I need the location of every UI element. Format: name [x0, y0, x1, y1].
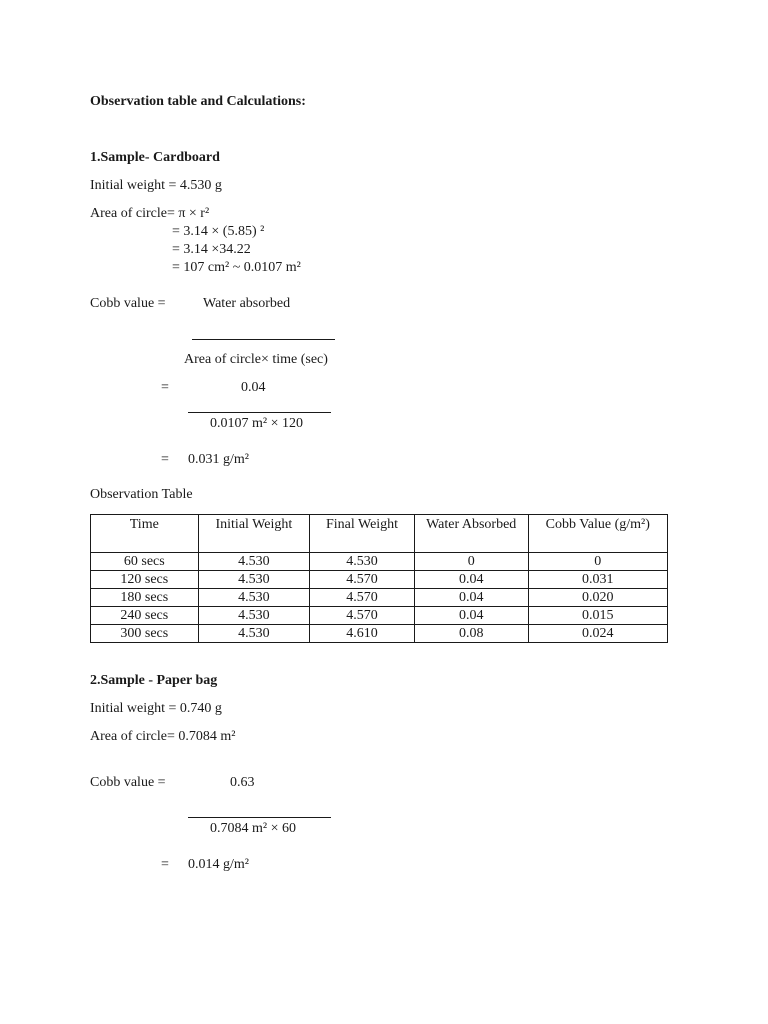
- table-row: [91, 625, 668, 643]
- table-row: [91, 553, 668, 571]
- fraction-line: [192, 339, 335, 340]
- table-cell: 60 secs: [91, 553, 199, 571]
- sample1-area-label: Area of circle= π × r²: [90, 206, 210, 221]
- column-header: Final Weight: [310, 515, 415, 553]
- table-cell: 0: [414, 553, 528, 571]
- table-cell: 4.530: [198, 625, 310, 643]
- table-cell: 4.530: [198, 589, 310, 607]
- table-cell: 240 secs: [91, 607, 199, 625]
- table-row: [91, 607, 668, 625]
- table-cell: 4.530: [198, 571, 310, 589]
- table-caption: Observation Table: [90, 487, 193, 502]
- table-header-row: [91, 515, 668, 553]
- table-cell: 0.024: [528, 625, 667, 643]
- fraction-line: [188, 412, 331, 413]
- column-header: Cobb Value (g/m²): [528, 515, 667, 553]
- sample2-result: 0.014 g/m²: [188, 857, 249, 872]
- sample1-cobb-denominator: Area of circle× time (sec): [184, 352, 328, 367]
- sample1-calc-numerator: 0.04: [241, 380, 266, 395]
- table-row: [91, 589, 668, 607]
- table-cell: 0.031: [528, 571, 667, 589]
- table-cell: 0.04: [414, 607, 528, 625]
- sample2-cobb-label: Cobb value =: [90, 775, 166, 790]
- column-header: Time: [91, 515, 199, 553]
- column-header: Initial Weight: [198, 515, 310, 553]
- sample2-initial-weight: Initial weight = 0.740 g: [90, 701, 222, 716]
- table-cell: 180 secs: [91, 589, 199, 607]
- table-cell: 4.610: [310, 625, 415, 643]
- observation-table: [90, 514, 668, 643]
- table-cell: 4.530: [198, 553, 310, 571]
- table-cell: 4.570: [310, 607, 415, 625]
- page-heading: Observation table and Calculations:: [90, 94, 306, 109]
- sample2-area: Area of circle= 0.7084 m²: [90, 729, 236, 744]
- sample2-calc-denominator: 0.7084 m² × 60: [210, 821, 296, 836]
- fraction-line: [188, 817, 331, 818]
- table-cell: 4.570: [310, 571, 415, 589]
- table-cell: 0.04: [414, 589, 528, 607]
- sample2-title: 2.Sample - Paper bag: [90, 673, 218, 688]
- equals-sign: =: [161, 452, 169, 467]
- sample1-cobb-numerator: Water absorbed: [203, 296, 291, 311]
- sample1-area-step3: = 107 cm² ~ 0.0107 m²: [172, 260, 301, 275]
- table-cell: 0: [528, 553, 667, 571]
- table-cell: 0.015: [528, 607, 667, 625]
- table-cell: 4.530: [310, 553, 415, 571]
- sample1-area-step1: = 3.14 × (5.85) ²: [172, 224, 265, 239]
- column-header: Water Absorbed: [414, 515, 528, 553]
- sample1-cobb-label: Cobb value =: [90, 296, 166, 311]
- equals-sign: =: [161, 857, 169, 872]
- sample1-result: 0.031 g/m²: [188, 452, 249, 467]
- sample1-title: 1.Sample- Cardboard: [90, 150, 220, 165]
- table-cell: 120 secs: [91, 571, 199, 589]
- sample1-area-step2: = 3.14 ×34.22: [172, 242, 251, 257]
- table-cell: 4.570: [310, 589, 415, 607]
- table-cell: 0.04: [414, 571, 528, 589]
- table-cell: 0.020: [528, 589, 667, 607]
- table-cell: 300 secs: [91, 625, 199, 643]
- table-row: [91, 571, 668, 589]
- sample1-calc-denominator: 0.0107 m² × 120: [210, 416, 303, 431]
- sample2-calc-numerator: 0.63: [230, 775, 255, 790]
- sample1-initial-weight: Initial weight = 4.530 g: [90, 178, 222, 193]
- table-cell: 4.530: [198, 607, 310, 625]
- table-cell: 0.08: [414, 625, 528, 643]
- equals-sign: =: [161, 380, 169, 395]
